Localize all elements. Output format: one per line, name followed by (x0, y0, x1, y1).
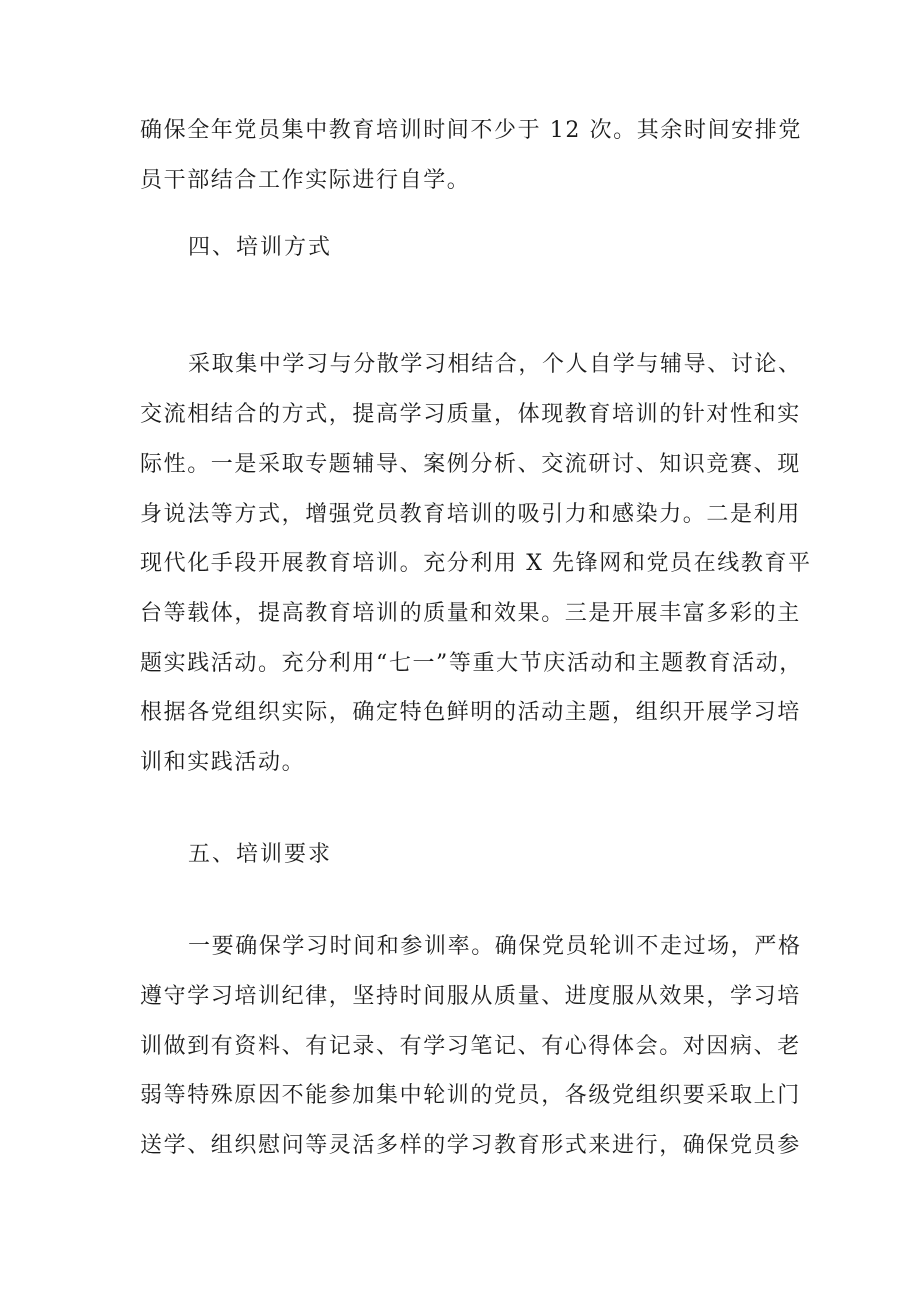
text-line: 现代化手段开展教育培训。充分利用 X 先锋网和党员在线教育平 (140, 551, 812, 576)
text-line: 交流相结合的方式，提高学习质量，体现教育培训的针对性和实 (140, 402, 801, 427)
text-line: 题实践活动。充分利用“七一”等重大节庆活动和主题教育活动， (140, 651, 803, 676)
text-line: 台等载体，提高教育培训的质量和效果。三是开展丰富多彩的主 (140, 601, 801, 626)
text-line: 确保全年党员集中教育培训时间不少于 12 次。其余时间安排党 (140, 118, 802, 143)
text-line: 弱等特殊原因不能参加集中轮训的党员，各级党组织要采取上门 (140, 1083, 801, 1108)
text-line: 遵守学习培训纪律，坚持时间服从质量、进度服从效果，学习培 (140, 984, 801, 1009)
text-line: 一要确保学习时间和参训率。确保党员轮训不走过场，严格 (188, 934, 802, 959)
section-heading-training-methods: 四、培训方式 (188, 235, 333, 260)
section-heading-training-requirements: 五、培训要求 (188, 842, 333, 867)
text-line: 员干部结合工作实际进行自学。 (140, 168, 471, 193)
text-line: 训做到有资料、有记录、有学习笔记、有心得体会。对因病、老 (140, 1034, 801, 1059)
text-line: 训和实践活动。 (140, 750, 306, 775)
text-line: 根据各党组织实际，确定特色鲜明的活动主题，组织开展学习培 (140, 700, 801, 725)
text-line: 送学、组织慰问等灵活多样的学习教育形式来进行，确保党员参 (140, 1133, 801, 1158)
text-line: 采取集中学习与分散学习相结合，个人自学与辅导、讨论、 (188, 352, 802, 377)
text-line: 身说法等方式，增强党员教育培训的吸引力和感染力。二是利用 (140, 502, 801, 527)
text-line: 际性。一是采取专题辅导、案例分析、交流研讨、知识竞赛、现 (140, 452, 801, 477)
